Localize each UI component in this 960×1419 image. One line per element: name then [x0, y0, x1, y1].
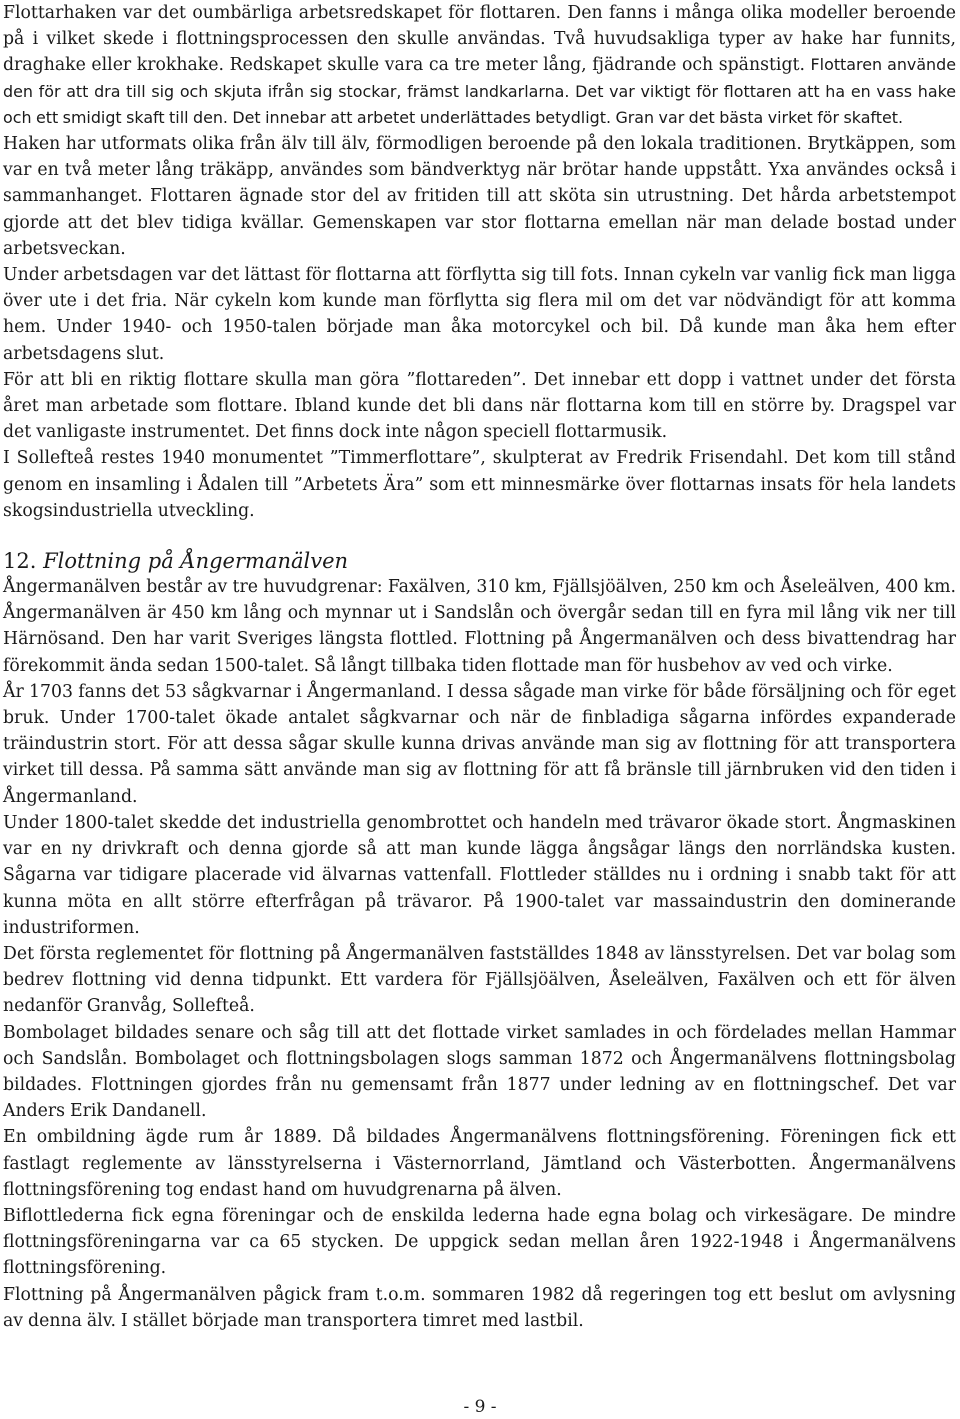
section-heading — [3, 548, 956, 574]
paragraph-reglementet: Det första reglementet för flottning på Ångermanälven fastställdes 1848 av länsstyrelsen. Det var bolag som bedrev flottning vid denna tidpunkt. Ett vardera för Fjällsjöälven, Åseleälven, Faxälven och ett för älven nedanför Granvåg, Sollefteå. — [3, 943, 956, 1017]
paragraph-huvudgrenar: Ångermanälven består av tre huvudgrenar: Faxälven, 310 km, Fjällsjöälven, 250 km och Åseleälven, 400 km. Ångermanälven är 450 km lång och mynnar ut i Sandslån och övergår sedan till en fyra mil lång vik ner till Härnösand. Den har varit Sveriges längsta flottled. Flottning på Ångermanälven och dess bivattendrag har förekommit ända sedan 1500-talet. Så långt tillbaka tiden flottade man för husbehov av ved och virke. — [3, 577, 956, 676]
paragraph-monument: I Sollefteå restes 1940 monumentet ”Timmerflottare”, skulpterat av Fredrik Frisendahl. Det kom till stånd genom en insamling i Ådalen till ”Arbetets Ära” som ett minnesmärke över flottarnas insats för hela landets skogsindustriella utveckling. — [3, 448, 956, 521]
paragraph-sagkvarnar: År 1703 fanns det 53 sågkvarnar i Ångermanland. I dessa sågade man virke för både försäljning och för eget bruk. Under 1700-talet ökade antalet sågkvarnar och när de finbladiga sågarna infördes expanderade träindustrin stort. För att dessa sågar skulle kunna drivas använde man sig av flottning för att transportera virket till dessa. På samma sätt använde man sig av flottning för att få bränsle till järnbruken vid den tiden i Ångermanland. — [3, 681, 956, 807]
paragraph-arbetsdagen: Under arbetsdagen var det lättast för flottarna att förflytta sig till fots. Innan cykeln var vanlig fick man ligga över ute i det fria. När cykeln kom kunde man förflytta sig flera mil om det var nödvändigt för att komma hem. Under 1940- och 1950-talen började man åka motorcykel och bil. Då kunde man åka hem efter arbetsdagens slut. — [3, 265, 956, 364]
paragraph-flottarhaken-part-1: Flottarhaken var det oumbärliga arbetsredskapet för flottaren. Den fanns i många olika modeller beroende på i vilket skede i flottningsprocessen den skulle användas. Två huvudsakliga typer av hake har funnits, draghake eller krokhake. Redskapet skulle vara ca tre meter lång, fjädrande och spänstigt. — [3, 3, 956, 76]
paragraph-flottarhaken-part-2: Flottaren använde den för att dra till sig och skjuta ifrån sig stockar, främst landkarlarna. Det var viktigt för flottaren att ha en vass hake och ett smidigt skaft till den. Det innebar att arbetet underlättades betydligt. Gran var det bästa virket för skaftet. — [3, 55, 956, 127]
paragraph-ombildning: En ombildning ägde rum år 1889. Då bildades Ångermanälvens flottningsförening. Föreningen fick ett fastlagt reglemente av länsstyrelserna i Västernorrland, Jämtland och Västerbotten. Ångermanälvens flottningsförening tog endast hand om huvudgrenarna på älven. — [3, 1127, 956, 1200]
paragraph-haken: Haken har utformats olika från älv till älv, förmodligen beroende på den lokala traditionen. Brytkäppen, som var en två meter lång träkäpp, användes som bändverktyg när brötar hande uppstått. Yxa användes också i sammanhanget. Flottaren ägnade stor del av fritiden till att sköta sin utrustning. Det hårda arbetstempot gjorde att det blev tidiga kvällar. Gemenskapen var stor flottarna emellan när man delade bostad under arbetsveckan. — [3, 134, 956, 259]
section-title: Flottning på Ångermanälven — [43, 549, 349, 574]
paragraph-flottareden: För att bli en riktig flottare skulla man göra ”flottareden”. Det innebar ett dopp i vattnet under det första året man arbetade som flottare. Ibland kunde det bli dans när flottarna kom till en större by. Dragspel var det vanligaste instrumentet. Det finns dock inte någon speciell flottarmusik. — [3, 369, 956, 443]
paragraph-1800-talet: Under 1800-talet skedde det industriella genombrottet och handeln med trävaror ökade stort. Ångmaskinen var en ny drivkraft och denna gjorde så att man kunde lägga ångsågar längs den norrländska kusten. Sågarna var tidigare placerade vid älvarnas vattenfall. Flottleder ställdes nu i ordning i snabb takt för att kunna möta en allt större efterfrågan på trävaror. På 1900-talet var massaindustrin den dominerande industriformen. — [3, 812, 956, 938]
paragraph-avlysning: Flottning på Ångermanälven pågick fram t.o.m. sommaren 1982 då regeringen tog ett beslut om avlysning av denna älv. I stället började man transportera timret med lastbil. — [3, 1284, 956, 1331]
paragraph-biflottlederna: Biflottlederna fick egna föreningar och de enskilda lederna hade egna bolag och virkesägare. De mindre flottningsföreningarna var ca 65 stycken. De uppgick sedan mellan åren 1922-1948 i Ångermanälvens flottningsförening. — [3, 1205, 956, 1279]
paragraph-flottarhaken — [3, 0, 956, 131]
paragraph-bombolaget: Bombolaget bildades senare och såg till att det flottade virket samlades in och fördelades mellan Hammar och Sandslån. Bombolaget och flottningsbolagen slogs samman 1872 och Ångermanälvens flottningsbolag bildades. Flottningen gjordes från nu gemensamt från 1877 under ledning av en flottningschef. Det var Anders Erik Dandanell. — [3, 1022, 956, 1122]
document-page — [3, 0, 956, 1334]
page-number: - 9 - — [463, 1397, 497, 1417]
section-number: 12. — [3, 549, 37, 574]
